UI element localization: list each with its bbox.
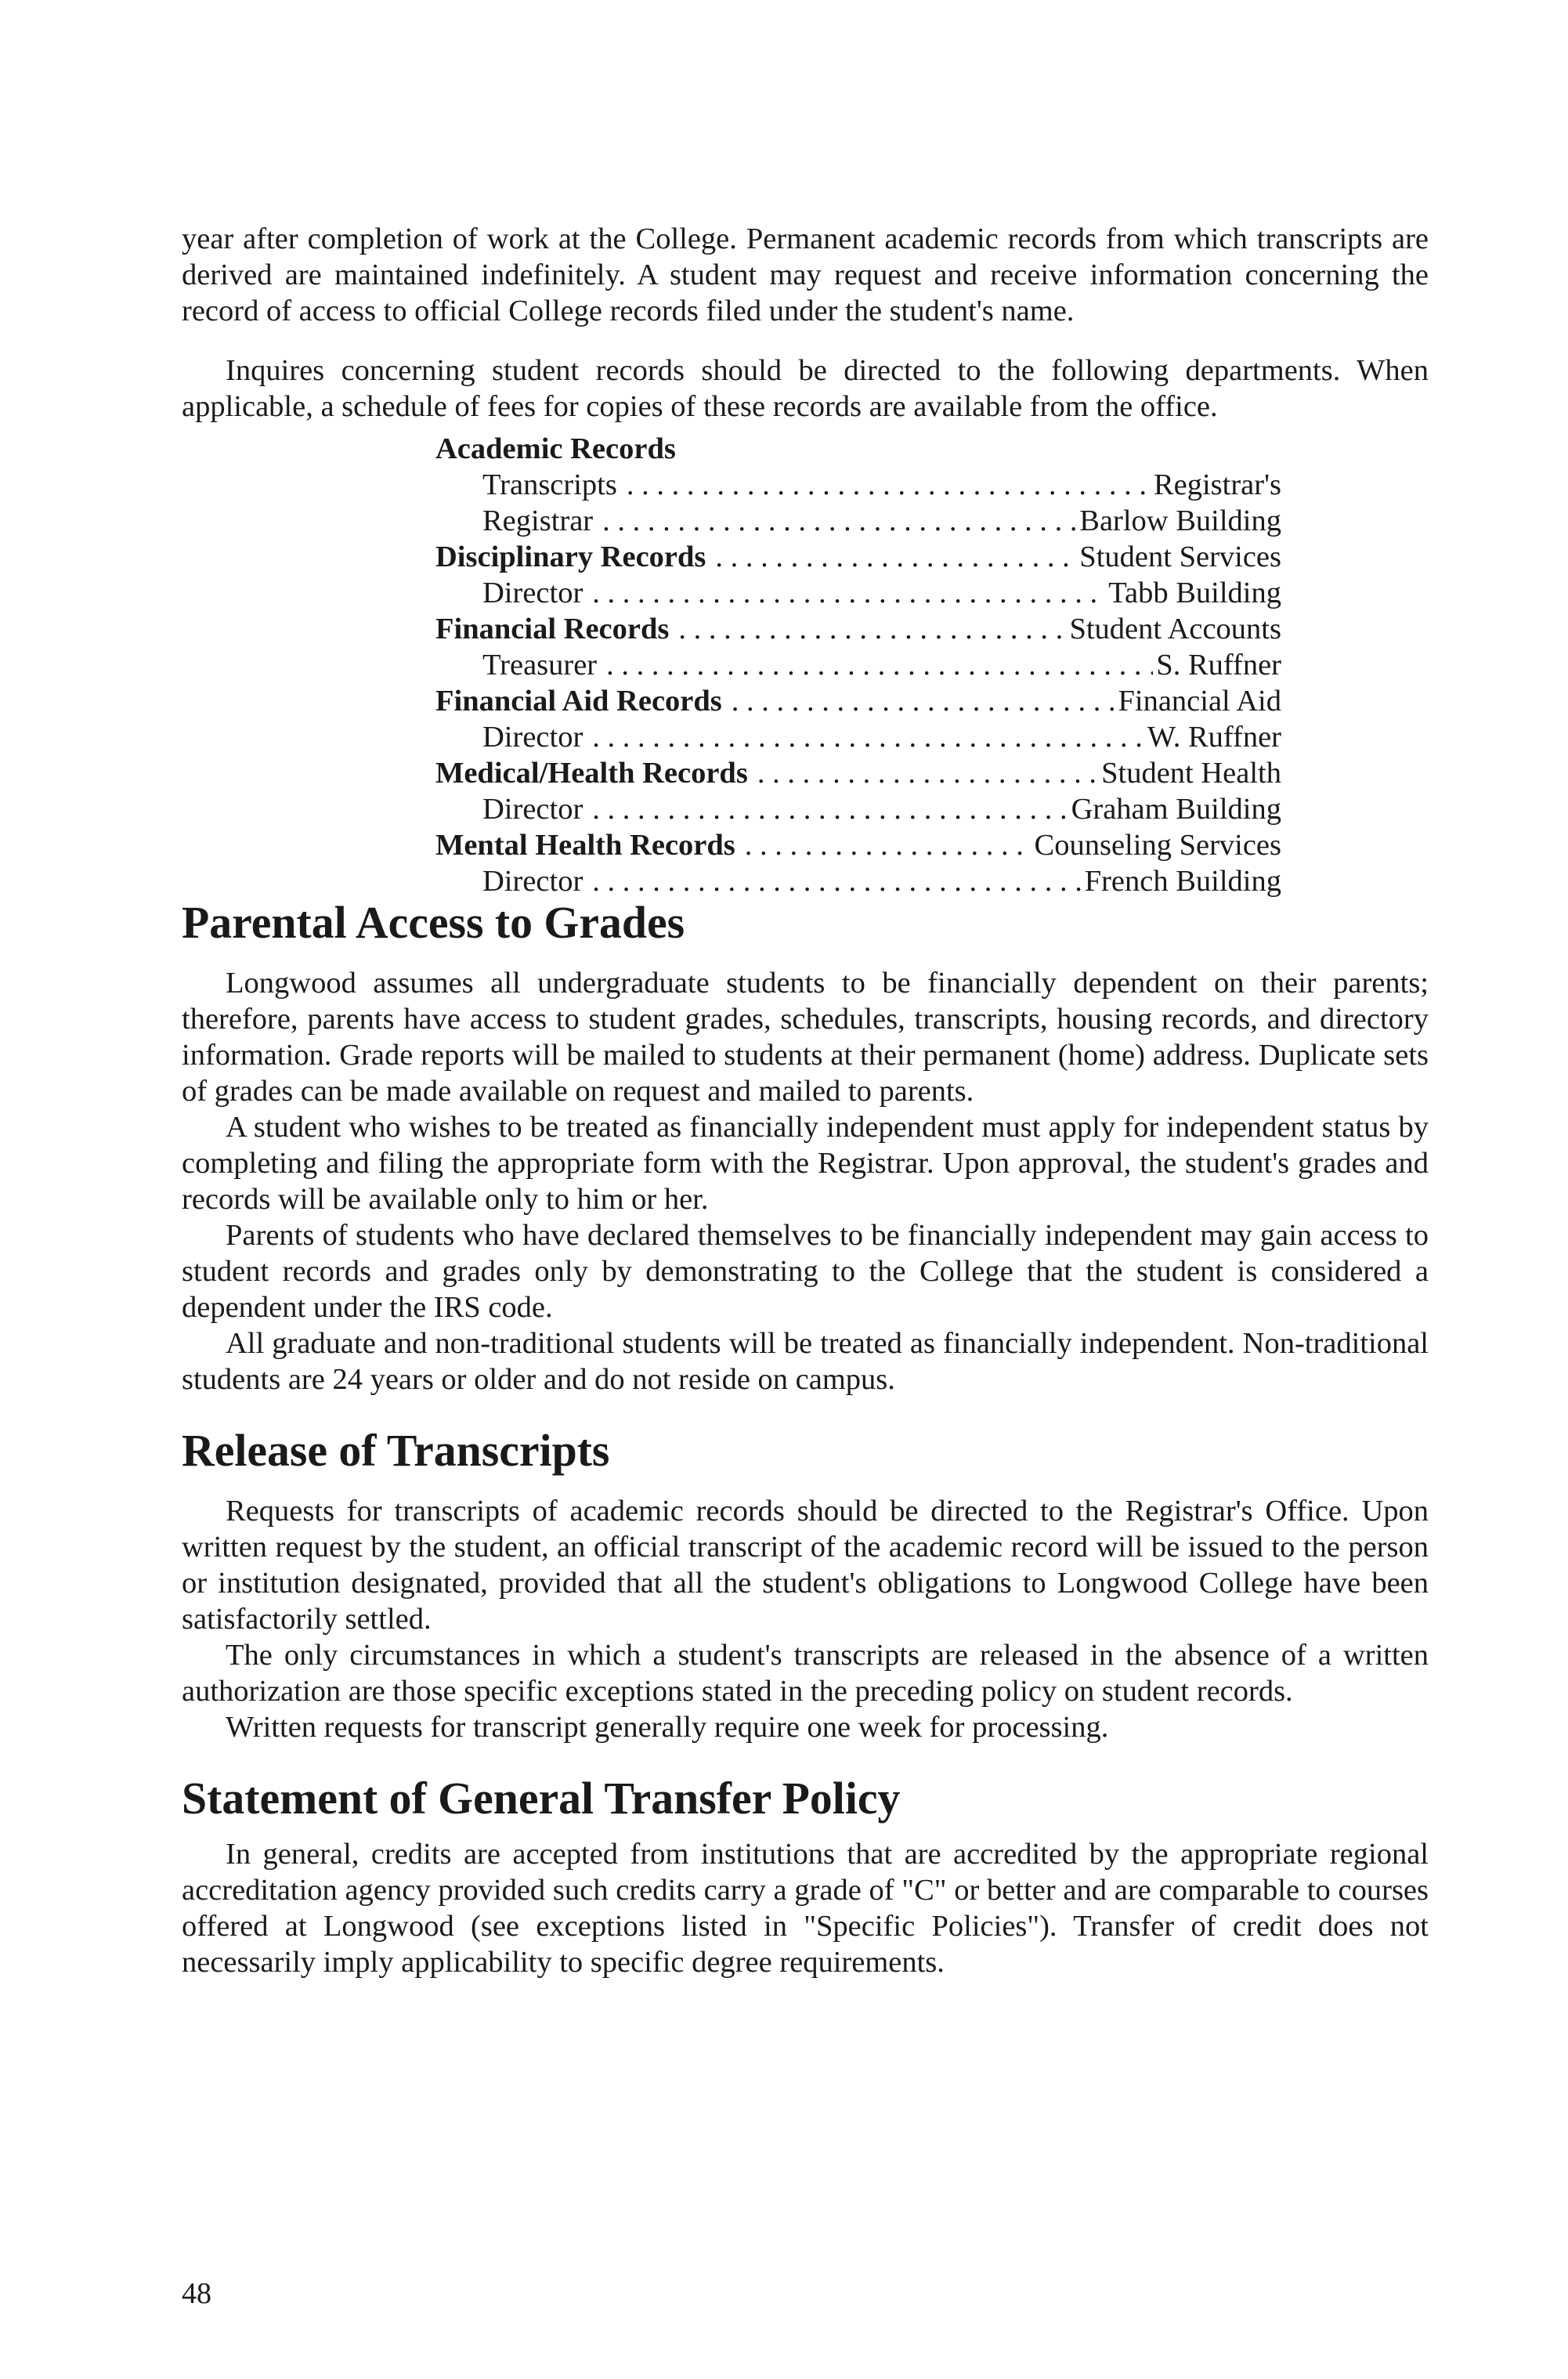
record-label: Treasurer [482,649,598,682]
dot-leader [678,611,1066,647]
record-value: French Building [1084,865,1281,898]
dot-leader [602,503,1076,539]
record-value: Financial Aid [1118,685,1281,718]
parental-paragraph: A student who wishes to be treated as financially independent must apply for independent status by completing and filing the appropriate form with the Registrar. Upon approval, the student's grades and records will be available only to him or her. [182,1111,1429,1216]
record-label: Director [482,865,583,898]
record-value: Tabb Building [1108,577,1281,609]
record-row [435,467,1281,503]
transcripts-paragraph: The only circumstances in which a student's transcripts are released in the absence of a written authorization are those specific exceptions stated in the preceding policy on student records. [182,1639,1429,1708]
record-row [435,611,1281,647]
record-label: Registrar [482,504,594,537]
record-label: Transcripts [482,468,617,501]
record-row [435,791,1281,827]
dot-leader [745,827,1031,863]
dot-leader [757,755,1098,791]
dot-leader [592,719,1144,755]
record-row [435,863,1281,899]
record-label: Director [482,793,583,826]
parental-paragraph: All graduate and non-traditional students will be treated as financially independent. Non-traditional students are 24 years or older and do not reside on campus. [182,1327,1429,1396]
record-row [435,647,1281,683]
page-number: 48 [182,2277,211,2310]
records-title: Academic Records [435,432,676,465]
record-value: Barlow Building [1079,504,1281,537]
record-value: Student Accounts [1069,613,1281,645]
parental-paragraph: Longwood assumes all undergraduate students to be financially dependent on their parents; therefore, parents have access to student grades, schedules, transcripts, housing records, and directory information. Grade reports will be mailed to students at their permanent (home) address. Duplicate sets of grades can be made available on request and mailed to parents. [182,967,1429,1108]
record-value: Student Services [1079,541,1281,573]
parental-access-heading: Parental Access to Grades [182,898,685,948]
record-row [435,755,1281,791]
record-row [435,503,1281,539]
dot-leader [732,683,1115,719]
dot-leader [606,647,1153,683]
dot-leader [592,791,1068,827]
transcripts-paragraph: Requests for transcripts of academic records should be directed to the Registrar's Office. Upon written request by the student, an official transcript of the academic record will be issued to the person or institution designated, provided that all the student's obligations to Longwood College have been satisfactorily settled. [182,1495,1429,1636]
record-row [435,719,1281,755]
record-label: Financial Aid Records [435,685,722,718]
transfer-policy-heading: Statement of General Transfer Policy [182,1774,901,1824]
record-value: S. Ruffner [1156,649,1281,682]
document-page [182,221,1429,1980]
record-label: Disciplinary Records [435,541,706,573]
record-value: Registrar's [1153,468,1281,501]
record-label: Medical/Health Records [435,757,748,790]
record-value: Counseling Services [1034,829,1281,862]
dot-leader [715,539,1076,575]
intro-paragraph: year after completion of work at the College. Permanent academic records from which transcripts are derived are maintained indefinitely. A student may request and receive information concerning the record of access to official College records filed under the student's name. [182,222,1429,327]
record-value: Student Health [1101,757,1281,790]
transcripts-paragraph: Written requests for transcript generally require one week for processing. [226,1711,1109,1744]
record-row [435,575,1281,611]
record-row [435,539,1281,575]
record-label: Financial Records [435,613,670,645]
dot-leader [627,467,1151,503]
transfer-paragraph: In general, credits are accepted from institutions that are accredited by the appropriate regional accreditation agency provided such credits carry a grade of "C" or better and are comparable to courses offered at Longwood (see exceptions listed in "Specific Policies"). Transfer of credit does not necessarily imply applicability to specific degree requirements. [182,1838,1429,1979]
inquiries-paragraph: Inquires concerning student records should be directed to the following departments. When applicable, a schedule of fees for copies of these records are available from the office. [182,354,1429,423]
record-row [435,683,1281,719]
dot-leader [592,575,1105,611]
dot-leader [592,863,1081,899]
record-label: Director [482,721,583,754]
record-label: Mental Health Records [435,829,735,862]
record-value: W. Ruffner [1147,721,1281,754]
release-transcripts-heading: Release of Transcripts [182,1426,610,1476]
record-value: Graham Building [1071,793,1281,826]
record-label: Director [482,577,583,609]
records-directory [435,431,1281,899]
record-row [435,827,1281,863]
parental-paragraph: Parents of students who have declared themselves to be financially independent may gain access to student records and grades only by demonstrating to the College that the student is considered a dependent under the IRS code. [182,1219,1429,1324]
